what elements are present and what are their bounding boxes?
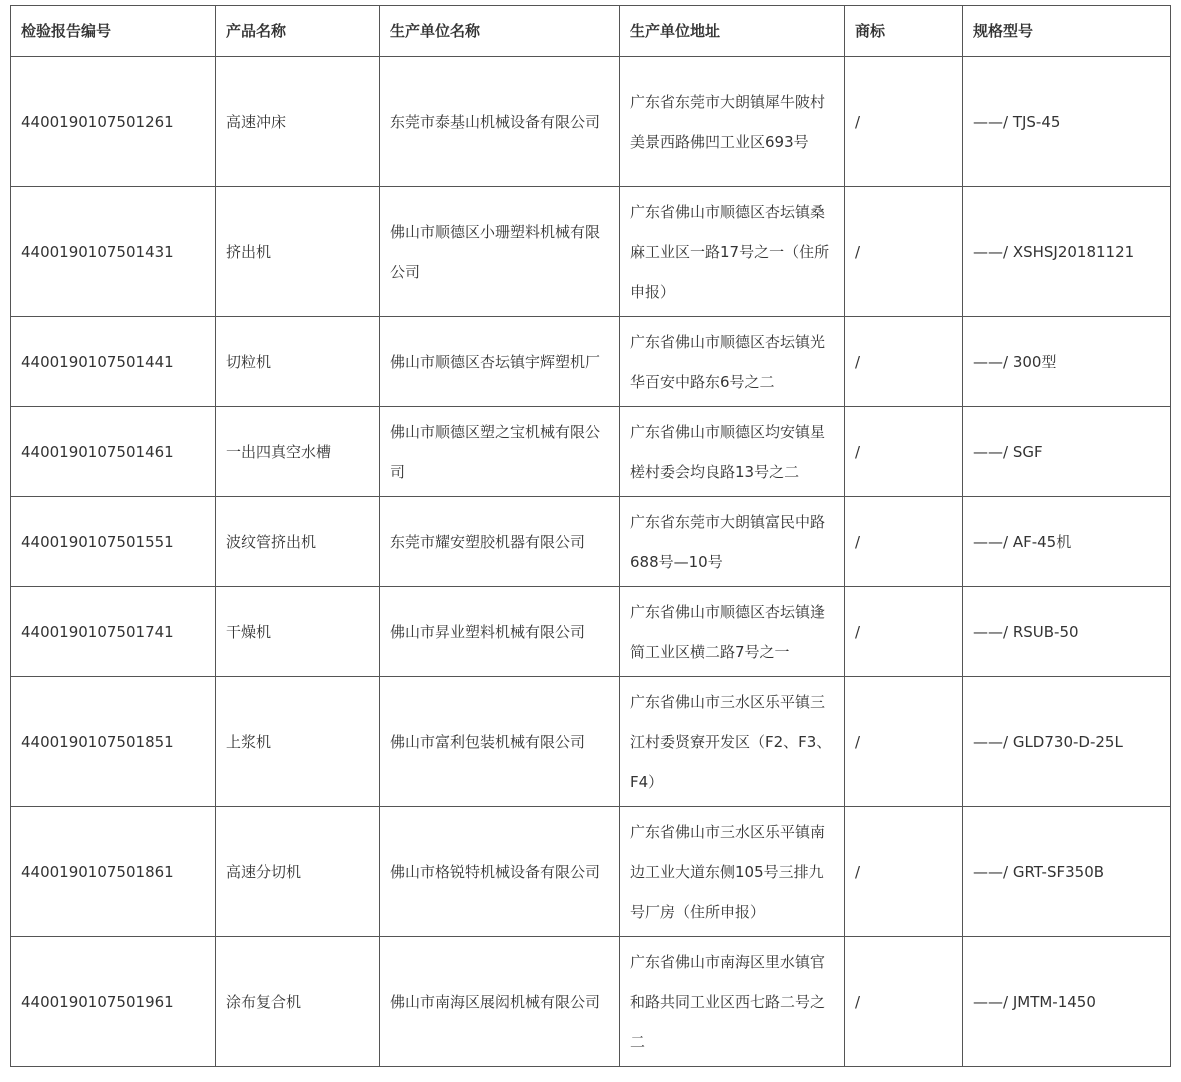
cell-company-name: 东莞市泰基山机械设备有限公司 <box>380 57 620 187</box>
cell-brand: / <box>845 937 963 1067</box>
header-report-no: 检验报告编号 <box>11 6 216 57</box>
cell-product-name: 挤出机 <box>216 187 380 317</box>
cell-brand: / <box>845 497 963 587</box>
cell-company-address: 广东省佛山市南海区里水镇官和路共同工业区西七路二号之二 <box>620 937 845 1067</box>
cell-company-address: 广东省佛山市三水区乐平镇三江村委贤寮开发区（F2、F3、F4） <box>620 677 845 807</box>
cell-report-no: 4400190107501461 <box>11 407 216 497</box>
cell-company-name: 佛山市昇业塑料机械有限公司 <box>380 587 620 677</box>
table-header-row <box>11 6 1171 57</box>
cell-model: ——/ RSUB-50 <box>963 587 1171 677</box>
cell-brand: / <box>845 317 963 407</box>
cell-model: ——/ SGF <box>963 407 1171 497</box>
cell-product-name: 切粒机 <box>216 317 380 407</box>
table-row <box>11 407 1171 497</box>
table-row <box>11 807 1171 937</box>
cell-company-name: 佛山市顺德区杏坛镇宇辉塑机厂 <box>380 317 620 407</box>
cell-product-name: 波纹管挤出机 <box>216 497 380 587</box>
table-row <box>11 187 1171 317</box>
cell-brand: / <box>845 407 963 497</box>
cell-company-address: 广东省佛山市顺德区杏坛镇逢简工业区横二路7号之一 <box>620 587 845 677</box>
cell-brand: / <box>845 587 963 677</box>
header-company-name: 生产单位名称 <box>380 6 620 57</box>
table-row <box>11 497 1171 587</box>
cell-model: ——/ JMTM-1450 <box>963 937 1171 1067</box>
cell-model: ——/ XSHSJ20181121 <box>963 187 1171 317</box>
cell-product-name: 涂布复合机 <box>216 937 380 1067</box>
table-row <box>11 587 1171 677</box>
cell-product-name: 一出四真空水槽 <box>216 407 380 497</box>
cell-product-name: 干燥机 <box>216 587 380 677</box>
cell-report-no: 4400190107501551 <box>11 497 216 587</box>
cell-product-name: 上浆机 <box>216 677 380 807</box>
cell-company-address: 广东省佛山市顺德区杏坛镇光华百安中路东6号之二 <box>620 317 845 407</box>
cell-product-name: 高速冲床 <box>216 57 380 187</box>
inspection-table-container <box>10 5 1171 1067</box>
table-row <box>11 677 1171 807</box>
table-row <box>11 317 1171 407</box>
cell-report-no: 4400190107501741 <box>11 587 216 677</box>
cell-company-address: 广东省佛山市顺德区杏坛镇桑麻工业区一路17号之一（住所申报） <box>620 187 845 317</box>
cell-report-no: 4400190107501961 <box>11 937 216 1067</box>
cell-company-name: 佛山市顺德区塑之宝机械有限公司 <box>380 407 620 497</box>
cell-model: ——/ AF-45机 <box>963 497 1171 587</box>
cell-brand: / <box>845 807 963 937</box>
cell-company-name: 佛山市顺德区小珊塑料机械有限公司 <box>380 187 620 317</box>
cell-report-no: 4400190107501441 <box>11 317 216 407</box>
cell-company-address: 广东省佛山市顺德区均安镇星槎村委会均良路13号之二 <box>620 407 845 497</box>
cell-company-address: 广东省佛山市三水区乐平镇南边工业大道东侧105号三排九号厂房（住所申报） <box>620 807 845 937</box>
table-row <box>11 57 1171 187</box>
cell-model: ——/ 300型 <box>963 317 1171 407</box>
cell-product-name: 高速分切机 <box>216 807 380 937</box>
cell-report-no: 4400190107501431 <box>11 187 216 317</box>
cell-model: ——/ GLD730-D-25L <box>963 677 1171 807</box>
header-brand: 商标 <box>845 6 963 57</box>
table-row <box>11 937 1171 1067</box>
cell-company-address: 广东省东莞市大朗镇犀牛陂村美景西路佛凹工业区693号 <box>620 57 845 187</box>
cell-report-no: 4400190107501261 <box>11 57 216 187</box>
header-company-address: 生产单位地址 <box>620 6 845 57</box>
inspection-report-table <box>10 5 1171 1067</box>
header-model: 规格型号 <box>963 6 1171 57</box>
cell-model: ——/ TJS-45 <box>963 57 1171 187</box>
cell-report-no: 4400190107501861 <box>11 807 216 937</box>
cell-company-name: 佛山市南海区展闳机械有限公司 <box>380 937 620 1067</box>
cell-report-no: 4400190107501851 <box>11 677 216 807</box>
cell-company-name: 佛山市格锐特机械设备有限公司 <box>380 807 620 937</box>
header-product-name: 产品名称 <box>216 6 380 57</box>
cell-model: ——/ GRT-SF350B <box>963 807 1171 937</box>
cell-company-name: 东莞市耀安塑胶机器有限公司 <box>380 497 620 587</box>
cell-brand: / <box>845 57 963 187</box>
cell-brand: / <box>845 677 963 807</box>
cell-company-name: 佛山市富利包装机械有限公司 <box>380 677 620 807</box>
cell-company-address: 广东省东莞市大朗镇富民中路688号—10号 <box>620 497 845 587</box>
cell-brand: / <box>845 187 963 317</box>
